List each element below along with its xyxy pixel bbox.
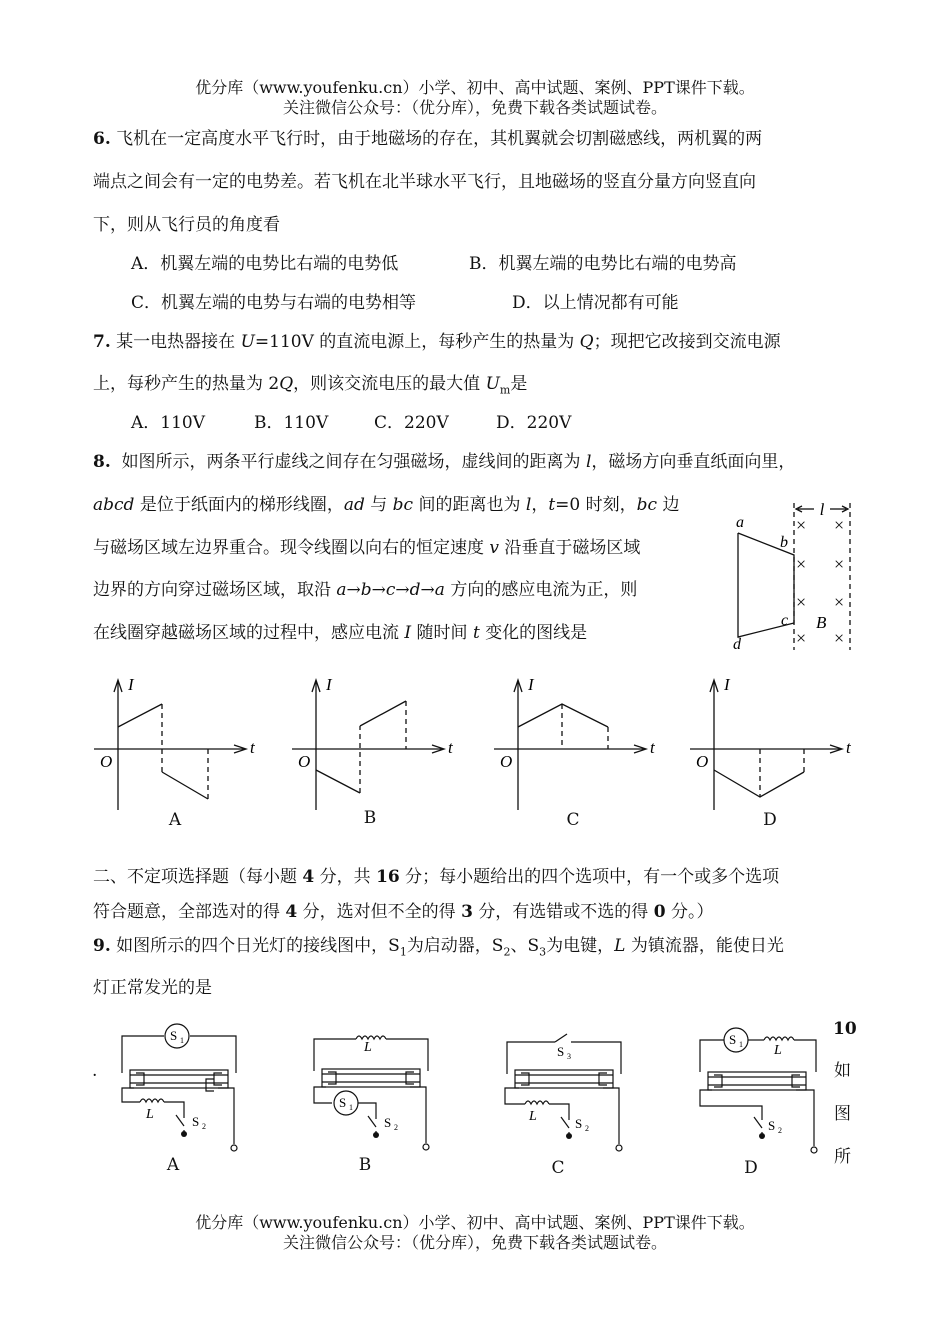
q8-line1: 8. 如图所示，两条平行虚线之间存在匀强磁场，虚线间的距离为 l，磁场方向垂直纸面向里， <box>93 452 796 472</box>
q8-line2: abcd 是位于纸面内的梯形线圈，ad 与 bc 间的距离也为 l，t=0 时刻，bc 边 <box>93 495 680 515</box>
svg-text:2: 2 <box>202 1122 206 1131</box>
q8-fig-label-a: a <box>736 514 744 531</box>
section2-line2: 符合题意，全部选对的得 4 分，选对但不全的得 3 分，有选错或不选的得 0 分。） <box>93 902 714 922</box>
svg-text:I: I <box>326 675 332 694</box>
svg-text:S: S <box>575 1116 583 1131</box>
svg-text:S: S <box>557 1044 565 1059</box>
svg-text:1: 1 <box>180 1036 184 1045</box>
q8-line4: 边界的方向穿过磁场区域，取沿 a→b→c→d→a 方向的感应电流为正，则 <box>93 580 638 600</box>
svg-text:t: t <box>650 738 655 757</box>
q8-fig-label-d: d <box>733 636 741 653</box>
svg-text:t: t <box>448 738 453 757</box>
field-cross: × <box>834 628 845 648</box>
q8-fig-label-c: c <box>781 612 789 629</box>
q8-graph-label-a: A <box>168 810 182 830</box>
svg-text:O: O <box>696 752 709 771</box>
svg-text:O: O <box>298 752 311 771</box>
svg-text:S: S <box>170 1028 178 1043</box>
svg-text:S: S <box>339 1095 347 1110</box>
svg-text:O: O <box>100 752 113 771</box>
svg-text:t: t <box>250 738 255 757</box>
q8-graph-d <box>686 672 866 817</box>
q9-circuit-b <box>302 1025 442 1165</box>
q10-char-1: 如 <box>834 1061 851 1081</box>
svg-text:1: 1 <box>739 1040 743 1049</box>
q8-line5: 在线圈穿越磁场区域的过程中，感应电流 I 随时间 t 变化的图线是 <box>93 623 588 643</box>
svg-text:L: L <box>364 1040 372 1055</box>
field-cross: × <box>796 515 807 535</box>
stray-dot: . <box>92 1061 98 1081</box>
q7-option-b: B．110V <box>254 413 329 433</box>
q8-graph-label-d: D <box>763 810 777 830</box>
page-header-line1: 优分库（www.youfenku.cn）小学、初中、高中试题、案例、PPT课件下载。 <box>195 78 755 97</box>
q9-line1: 9. 如图所示的四个日光灯的接线图中，$S_1$为启动器，$S_2$、$S_3$为电键，L 为镇流器，能使日光 <box>93 936 784 959</box>
svg-text:3: 3 <box>567 1052 571 1061</box>
q7-line2: 上，每秒产生的热量为 2Q，则该交流电压的最大值 $U_m$是 <box>93 374 528 397</box>
svg-text:O: O <box>500 752 513 771</box>
q6-line3: 下，则从飞行员的角度看 <box>93 215 280 235</box>
q6-option-b: B．机翼左端的电势比右端的电势高 <box>469 254 737 274</box>
field-cross: × <box>834 592 845 612</box>
section2-line1: 二、不定项选择题（每小题 4 分，共 16 分；每小题给出的四个选项中，有一个或多个选项 <box>93 867 780 887</box>
q7-line1: 7. 某一电热器接在 U=110V 的直流电源上，每秒产生的热量为 Q；现把它改接到交流电源 <box>93 332 781 352</box>
svg-text:S: S <box>384 1115 392 1130</box>
q6-option-a: A．机翼左端的电势比右端的电势低 <box>131 254 399 274</box>
svg-text:L: L <box>146 1107 154 1122</box>
svg-text:S: S <box>192 1114 200 1129</box>
q8-graph-c <box>490 672 670 817</box>
q9-circuit-a <box>110 1018 250 1158</box>
svg-text:2: 2 <box>585 1124 589 1133</box>
q8-graph-label-b: B <box>363 808 377 828</box>
q9-line2: 灯正常发光的是 <box>93 978 212 998</box>
svg-text:2: 2 <box>394 1123 398 1132</box>
svg-text:I: I <box>528 675 534 694</box>
q6-option-d: D．以上情况都有可能 <box>512 293 679 313</box>
svg-text:1: 1 <box>349 1103 353 1112</box>
field-cross: × <box>834 554 845 574</box>
q9-circuit-label-b: B <box>358 1155 372 1175</box>
q6-line2: 端点之间会有一定的电势差。若飞机在北半球水平飞行，且地磁场的竖直分量方向竖直向 <box>93 172 756 192</box>
q8-graph-b <box>288 672 468 817</box>
q7-option-a: A．110V <box>131 413 206 433</box>
q10-number: 10 <box>833 1019 857 1039</box>
q8-coil-field-figure <box>720 495 870 655</box>
q6-option-c: C．机翼左端的电势与右端的电势相等 <box>131 293 417 313</box>
svg-text:t: t <box>846 738 851 757</box>
q9-circuit-d <box>690 1020 830 1160</box>
q10-char-3: 所 <box>834 1147 851 1167</box>
field-cross: × <box>796 592 807 612</box>
field-cross: × <box>796 628 807 648</box>
q10-char-2: 图 <box>834 1104 851 1124</box>
svg-text:I: I <box>128 675 134 694</box>
svg-text:L: L <box>529 1109 537 1124</box>
svg-text:S: S <box>768 1118 776 1133</box>
q9-circuit-label-a: A <box>166 1155 180 1175</box>
q9-circuit-label-c: C <box>551 1158 565 1178</box>
svg-text:2: 2 <box>778 1126 782 1135</box>
q8-fig-label-B: B <box>816 613 827 632</box>
page-footer-line2: 关注微信公众号：（优分库），免费下载各类试题试卷。 <box>282 1233 667 1252</box>
q8-fig-label-l: l <box>819 500 825 519</box>
q8-graph-label-c: C <box>566 810 580 830</box>
svg-text:L: L <box>774 1043 782 1058</box>
q8-line3: 与磁场区域左边界重合。现令线圈以向右的恒定速度 v 沿垂直于磁场区域 <box>93 538 641 558</box>
q7-option-c: C．220V <box>374 413 449 433</box>
q7-option-d: D．220V <box>496 413 572 433</box>
svg-text:S: S <box>729 1032 737 1047</box>
svg-text:I: I <box>724 675 730 694</box>
q9-circuit-label-d: D <box>744 1158 758 1178</box>
page-footer-line1: 优分库（www.youfenku.cn）小学、初中、高中试题、案例、PPT课件下载。 <box>195 1213 755 1232</box>
field-cross: × <box>796 554 807 574</box>
q8-fig-label-b: b <box>780 534 788 551</box>
field-cross: × <box>834 515 845 535</box>
page-header-line2: 关注微信公众号：（优分库），免费下载各类试题试卷。 <box>282 98 667 117</box>
q9-circuit-c <box>495 1028 635 1168</box>
q6-line1: 6. 飞机在一定高度水平飞行时，由于地磁场的存在，其机翼就会切割磁感线，两机翼的两 <box>93 129 763 149</box>
q8-graph-a <box>90 672 270 817</box>
